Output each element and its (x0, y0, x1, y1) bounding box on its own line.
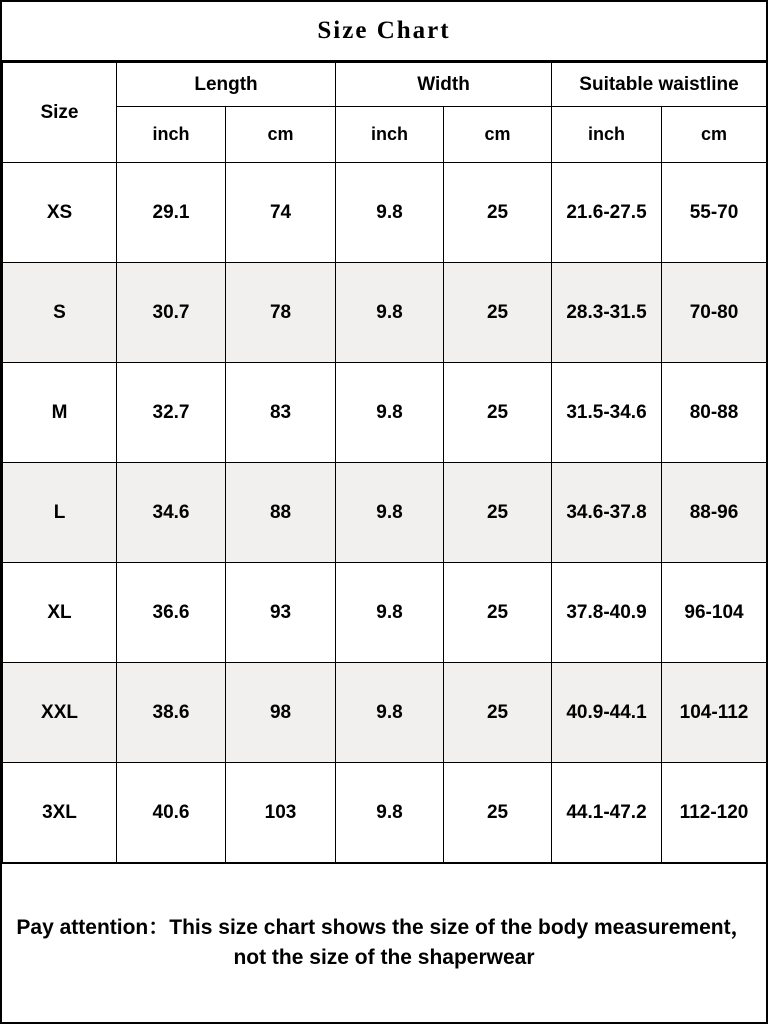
unit-header-waistline-cm: cm (662, 107, 767, 163)
attention-note (2, 863, 766, 1022)
cell-length-cm: 103 (226, 763, 336, 863)
column-header-waistline: Suitable waistline (552, 63, 767, 107)
cell-length-inch: 29.1 (117, 163, 226, 263)
cell-width-cm: 25 (444, 363, 552, 463)
cell-size: S (3, 263, 117, 363)
cell-waistline-cm: 88-96 (662, 463, 767, 563)
attention-note-text: Pay attention：This size chart shows the size of the body measurement，not the size of the shaperwear (16, 915, 752, 969)
cell-waistline-inch: 34.6-37.8 (552, 463, 662, 563)
cell-width-cm: 25 (444, 563, 552, 663)
cell-length-inch: 36.6 (117, 563, 226, 663)
cell-width-cm: 25 (444, 163, 552, 263)
column-header-width: Width (336, 63, 552, 107)
cell-width-inch: 9.8 (336, 763, 444, 863)
cell-waistline-inch: 28.3-31.5 (552, 263, 662, 363)
chart-title-bar (2, 2, 766, 62)
cell-length-cm: 93 (226, 563, 336, 663)
cell-width-inch: 9.8 (336, 163, 444, 263)
cell-waistline-cm: 104-112 (662, 663, 767, 763)
page-title: Size Chart (317, 17, 451, 44)
cell-waistline-inch: 40.9-44.1 (552, 663, 662, 763)
cell-width-cm: 25 (444, 263, 552, 363)
cell-width-inch: 9.8 (336, 263, 444, 363)
table-row (3, 763, 767, 863)
cell-width-inch: 9.8 (336, 463, 444, 563)
unit-header-width-inch: inch (336, 107, 444, 163)
table-row (3, 263, 767, 363)
cell-waistline-cm: 80-88 (662, 363, 767, 463)
cell-size: XXL (3, 663, 117, 763)
cell-width-inch: 9.8 (336, 663, 444, 763)
table-row (3, 363, 767, 463)
cell-size: XS (3, 163, 117, 263)
cell-length-cm: 88 (226, 463, 336, 563)
table-row (3, 563, 767, 663)
cell-length-inch: 38.6 (117, 663, 226, 763)
cell-width-inch: 9.8 (336, 363, 444, 463)
cell-width-cm: 25 (444, 763, 552, 863)
size-chart-table (2, 62, 767, 863)
cell-waistline-inch: 44.1-47.2 (552, 763, 662, 863)
cell-size: M (3, 363, 117, 463)
cell-width-cm: 25 (444, 663, 552, 763)
table-header (3, 63, 767, 163)
cell-length-cm: 74 (226, 163, 336, 263)
unit-header-length-cm: cm (226, 107, 336, 163)
column-header-length: Length (117, 63, 336, 107)
cell-size: 3XL (3, 763, 117, 863)
cell-waistline-inch: 37.8-40.9 (552, 563, 662, 663)
cell-length-inch: 30.7 (117, 263, 226, 363)
cell-waistline-inch: 21.6-27.5 (552, 163, 662, 263)
cell-width-inch: 9.8 (336, 563, 444, 663)
cell-length-cm: 98 (226, 663, 336, 763)
cell-length-inch: 32.7 (117, 363, 226, 463)
table-body (3, 163, 767, 863)
table-group-header-row (3, 63, 767, 107)
cell-waistline-cm: 70-80 (662, 263, 767, 363)
cell-size: L (3, 463, 117, 563)
table-row (3, 163, 767, 263)
cell-length-cm: 83 (226, 363, 336, 463)
unit-header-waistline-inch: inch (552, 107, 662, 163)
cell-waistline-cm: 112-120 (662, 763, 767, 863)
column-header-size: Size (3, 63, 117, 163)
cell-waistline-cm: 96-104 (662, 563, 767, 663)
cell-size: XL (3, 563, 117, 663)
cell-width-cm: 25 (444, 463, 552, 563)
cell-waistline-cm: 55-70 (662, 163, 767, 263)
unit-header-length-inch: inch (117, 107, 226, 163)
cell-waistline-inch: 31.5-34.6 (552, 363, 662, 463)
table-unit-header-row (3, 107, 767, 163)
unit-header-width-cm: cm (444, 107, 552, 163)
cell-length-inch: 34.6 (117, 463, 226, 563)
cell-length-cm: 78 (226, 263, 336, 363)
table-row (3, 463, 767, 563)
table-row (3, 663, 767, 763)
cell-length-inch: 40.6 (117, 763, 226, 863)
